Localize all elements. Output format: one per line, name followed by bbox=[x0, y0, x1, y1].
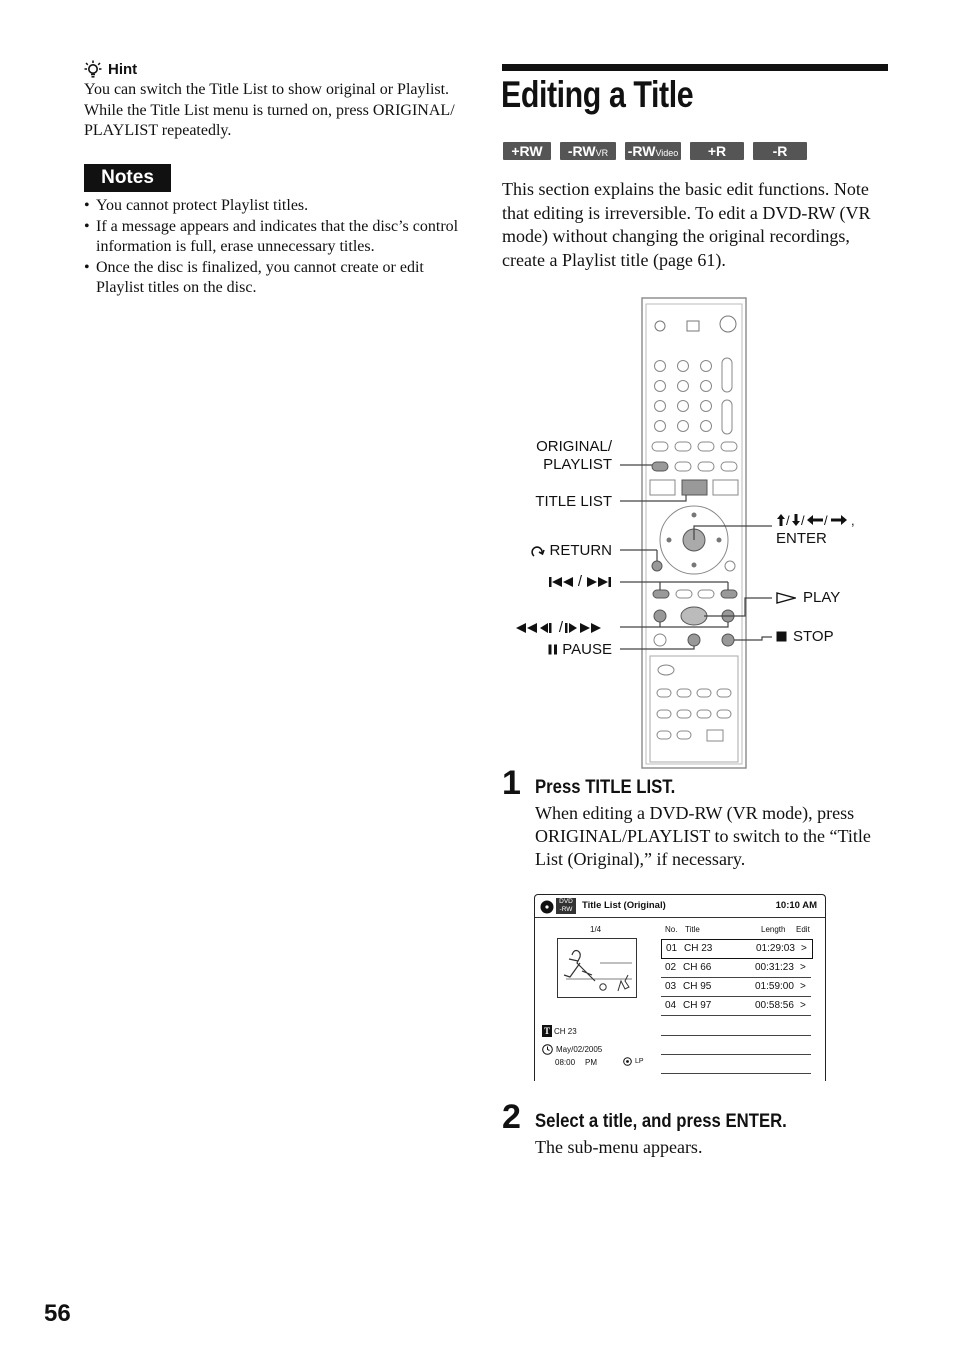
label-arrows bbox=[776, 512, 858, 528]
info-mode: LP bbox=[623, 1057, 644, 1066]
row-no: 04 bbox=[665, 1000, 677, 1011]
section-rule bbox=[502, 64, 888, 71]
table-row-selected[interactable] bbox=[661, 939, 813, 959]
notes-item: • If a message appears and indicates that the disc’s control information is full, erase unnecessary titles. bbox=[84, 217, 464, 258]
info-time: 08:00 bbox=[555, 1058, 576, 1067]
label-pause: PAUSE bbox=[548, 641, 612, 658]
table-empty-line bbox=[661, 1073, 811, 1074]
scan-forward-icon bbox=[564, 622, 612, 634]
hint-heading bbox=[84, 60, 137, 78]
previous-icon bbox=[548, 576, 576, 588]
step-number: 2 bbox=[502, 1098, 521, 1136]
svg-text:/: / bbox=[824, 513, 828, 528]
row-length: 00:58:56 bbox=[755, 1000, 794, 1011]
remote-illustration bbox=[500, 296, 900, 770]
notes-item: • Once the disc is finalized, you cannot create or edit Playlist titles on the disc. bbox=[84, 258, 464, 299]
col-edit: Edit bbox=[796, 925, 810, 934]
arrows-icon bbox=[776, 512, 858, 528]
intro-paragraph: This section explains the basic edit functions. Note that editing is irreversible. To edit a DVD-RW (VR mode) without changing the original recordings, create a Playlist title (page 61). bbox=[502, 179, 871, 270]
table-row[interactable] bbox=[661, 959, 811, 978]
info-channel: T CH 23 bbox=[543, 1026, 577, 1036]
row-edit-arrow: > bbox=[800, 1000, 806, 1011]
screen-title: Title List (Original) bbox=[582, 900, 666, 911]
hint-text: You can switch the Title List to show original or Playlist. While the Title List menu is turned on, press ORIGINAL/ PLAYLIST repeatedly. bbox=[84, 81, 455, 139]
disc-badge-rw-video: -RWVideo bbox=[625, 142, 681, 160]
play-icon bbox=[776, 592, 796, 604]
row-edit-arrow: > bbox=[801, 943, 807, 954]
disc-badge-plus-r: +R bbox=[690, 142, 744, 160]
disc-type-badge: DVD -RW bbox=[556, 898, 576, 914]
row-no: 03 bbox=[665, 981, 677, 992]
page-number: 56 bbox=[44, 1300, 71, 1327]
row-title: CH 66 bbox=[683, 962, 712, 973]
info-ampm: PM bbox=[585, 1058, 597, 1067]
label-prev-next: / bbox=[548, 573, 612, 590]
hint-label: Hint bbox=[108, 60, 138, 78]
pause-icon bbox=[548, 644, 558, 655]
title-thumbnail bbox=[557, 938, 637, 998]
title-t-icon: T bbox=[543, 1026, 550, 1036]
screen-clock: 10:10 AM bbox=[775, 900, 817, 911]
row-length: 00:31:23 bbox=[755, 962, 794, 973]
step-heading: Select a title, and press ENTER. bbox=[535, 1111, 787, 1132]
next-icon bbox=[584, 576, 612, 588]
return-icon bbox=[530, 544, 546, 558]
row-edit-arrow: > bbox=[800, 962, 806, 973]
step-body: When editing a DVD-RW (VR mode), press ORIGINAL/PLAYLIST to switch to the “Title List (Original),” if necessary. bbox=[535, 803, 871, 869]
label-title-list: TITLE LIST bbox=[535, 493, 612, 510]
step-body: The sub-menu appears. bbox=[535, 1137, 703, 1157]
label-playlist: PLAYLIST bbox=[543, 456, 612, 473]
row-edit-arrow: > bbox=[800, 981, 806, 992]
label-return: RETURN bbox=[530, 542, 613, 559]
info-date: May/02/2005 bbox=[542, 1044, 602, 1055]
clock-icon bbox=[542, 1044, 553, 1055]
svg-text:/: / bbox=[786, 513, 790, 528]
table-row[interactable] bbox=[661, 997, 811, 1016]
svg-text:,: , bbox=[851, 513, 855, 528]
col-no: No. bbox=[665, 925, 678, 934]
page-title: Editing a Title bbox=[501, 74, 694, 115]
lightbulb-icon bbox=[84, 60, 102, 78]
row-title: CH 97 bbox=[683, 1000, 712, 1011]
screen-header bbox=[535, 895, 825, 918]
stop-icon bbox=[776, 631, 787, 642]
step-heading: Press TITLE LIST. bbox=[535, 777, 676, 798]
scan-back-icon bbox=[514, 622, 558, 634]
record-mode-icon bbox=[623, 1057, 632, 1066]
row-no: 01 bbox=[666, 943, 678, 954]
label-enter: ENTER bbox=[776, 530, 827, 547]
notes-badge: Notes bbox=[84, 164, 171, 192]
row-title: CH 23 bbox=[684, 943, 713, 954]
disc-badge-r: -R bbox=[753, 142, 807, 160]
label-scan-slow: / bbox=[514, 619, 612, 636]
disc-badges bbox=[503, 142, 807, 160]
label-stop: STOP bbox=[776, 628, 834, 645]
table-row[interactable] bbox=[661, 978, 811, 997]
row-no: 02 bbox=[665, 962, 677, 973]
disc-icon bbox=[540, 900, 554, 914]
step-number: 1 bbox=[502, 764, 521, 802]
col-length: Length bbox=[761, 925, 786, 934]
row-length: 01:29:03 bbox=[756, 943, 795, 954]
label-original: ORIGINAL/ bbox=[536, 438, 612, 455]
label-play: PLAY bbox=[776, 589, 840, 606]
svg-text:/: / bbox=[801, 513, 805, 528]
row-length: 01:59:00 bbox=[755, 981, 794, 992]
table-empty-line bbox=[661, 1035, 811, 1036]
page-indicator: 1/4 bbox=[590, 925, 602, 934]
notes-item: • You cannot protect Playlist titles. bbox=[84, 196, 464, 217]
notes-list bbox=[84, 196, 464, 299]
row-title: CH 95 bbox=[683, 981, 712, 992]
title-list-screen bbox=[534, 894, 826, 1081]
table-empty-line bbox=[661, 1054, 811, 1055]
soccer-player-image bbox=[558, 939, 636, 997]
disc-badge-plus-rw: +RW bbox=[503, 142, 551, 160]
col-title: Title bbox=[685, 925, 700, 934]
disc-badge-rw-vr: -RWVR bbox=[560, 142, 616, 160]
